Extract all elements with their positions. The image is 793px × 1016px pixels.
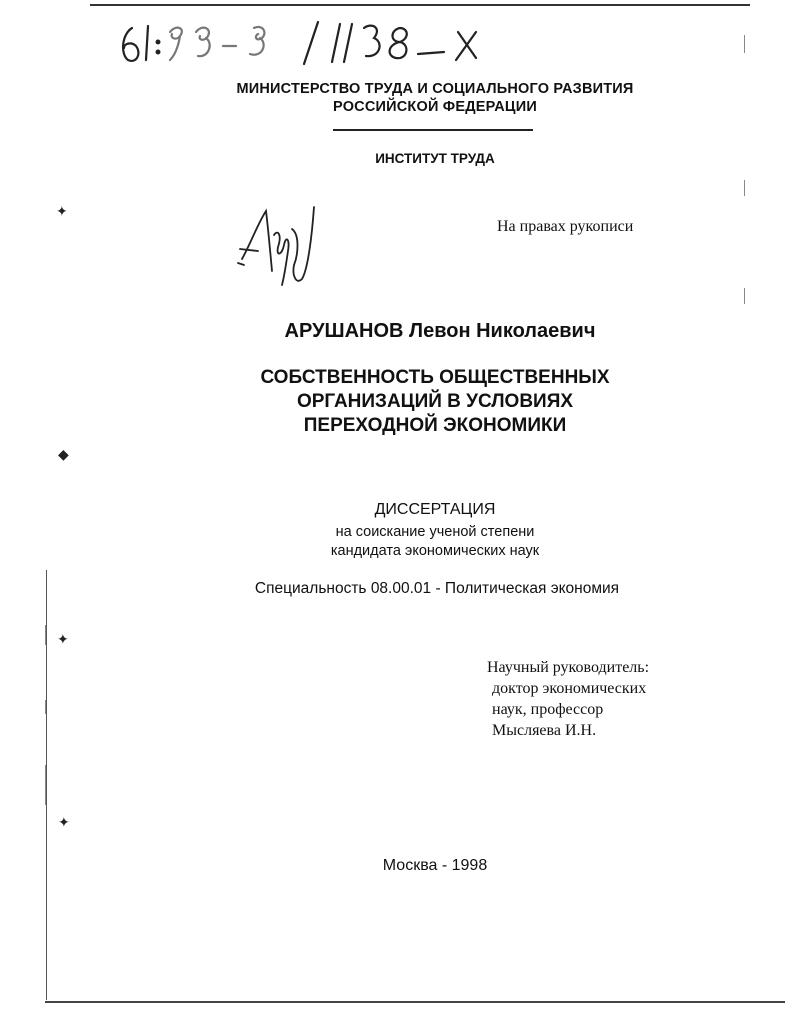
supervisor-label: Научный руководитель: xyxy=(487,659,650,676)
ministry-line-2: РОССИЙСКОЙ ФЕДЕРАЦИИ xyxy=(333,99,537,115)
ministry-name xyxy=(0,80,793,116)
degree-info xyxy=(0,523,793,561)
ministry-line-1: МИНИСТЕРСТВО ТРУДА И СОЦИАЛЬНОГО РАЗВИТИЯ xyxy=(236,81,634,97)
title-line-1: СОБСТВЕННОСТЬ ОБЩЕСТВЕННЫХ xyxy=(260,367,610,388)
binding-mark-icon: ✦ xyxy=(56,203,68,219)
supervisor-title: наук, профессор xyxy=(492,701,604,718)
dissertation-title xyxy=(0,366,793,438)
degree-line-1: на соискание ученой степени xyxy=(335,524,535,540)
author-name: АРУШАНОВ Левон Николаевич xyxy=(284,320,596,342)
scan-border-left xyxy=(46,570,47,1000)
place-and-year: Москва - 1998 xyxy=(382,857,488,874)
scan-border-bottom xyxy=(45,1001,785,1003)
scan-mark xyxy=(45,765,46,805)
title-line-2: ОРГАНИЗАЦИЙ В УСЛОВИЯХ xyxy=(296,391,574,412)
document-type: ДИССЕРТАЦИЯ xyxy=(374,501,496,518)
supervisor-degree: доктор экономических xyxy=(492,680,647,697)
scan-mark xyxy=(744,288,745,304)
scan-mark xyxy=(45,625,46,645)
supervisor-block xyxy=(487,657,649,741)
scan-border-top xyxy=(90,4,750,6)
binding-mark-icon: ◆ xyxy=(58,446,69,462)
scan-mark xyxy=(45,700,46,714)
binding-mark-icon: ✦ xyxy=(58,814,70,830)
handwritten-catalog-number xyxy=(118,14,518,74)
degree-line-2: кандидата экономических наук xyxy=(330,543,540,559)
scan-mark xyxy=(744,35,745,53)
divider xyxy=(333,129,533,131)
scan-mark xyxy=(744,180,745,196)
institute-name: ИНСТИТУТ ТРУДА xyxy=(375,151,495,166)
binding-mark-icon: ✦ xyxy=(57,631,69,647)
manuscript-rights: На правах рукописи xyxy=(497,218,634,235)
specialty: Специальность 08.00.01 - Политическая экономия xyxy=(254,580,620,597)
handwritten-signature xyxy=(236,205,326,295)
supervisor-name: Мысляева И.Н. xyxy=(492,722,597,739)
title-line-3: ПЕРЕХОДНОЙ ЭКОНОМИКИ xyxy=(303,415,567,436)
